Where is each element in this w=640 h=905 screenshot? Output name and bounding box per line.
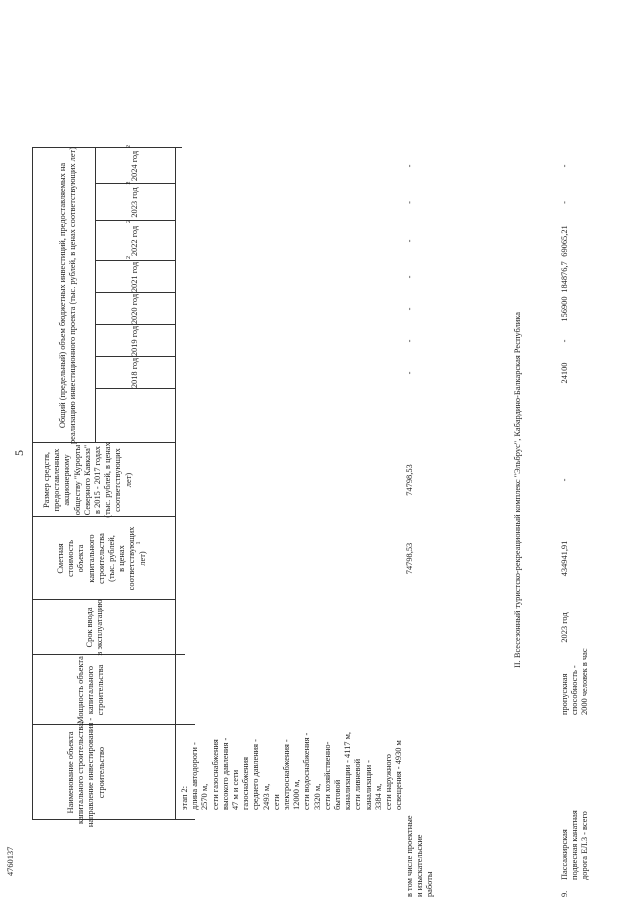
header-estimated-cost: стоимость	[66, 540, 76, 577]
table-right-border	[32, 147, 182, 148]
design-works-year-1: -	[405, 371, 414, 375]
header-funds-provided: акционерному	[62, 454, 72, 506]
item9-year-5: 69065,21	[560, 225, 569, 257]
stage2-line: канализации - 4117 м,	[343, 732, 353, 810]
header-year-superscript: 2	[126, 256, 132, 259]
header-estimated-cost: лет)	[137, 551, 147, 566]
item9-year-1: 24100	[560, 362, 569, 384]
header-budget-total: реализацию инвестиционного проекта (тыс. рублей, в ценах соответствующих лет)	[68, 146, 78, 445]
header-capacity: строительства	[96, 664, 106, 716]
header-funds-provided: соответствующих	[113, 448, 123, 512]
header-estimated-cost: строительства	[96, 533, 106, 584]
header-funds-provided: Размер средств,	[42, 451, 51, 509]
header-bottom-border	[175, 148, 176, 820]
stage2-line: бытовой	[333, 779, 342, 810]
header-year-6: 2023 год	[130, 187, 139, 218]
header-capacity: капитального	[86, 665, 96, 715]
header-funds-provided: обществу "Курорты	[72, 444, 82, 516]
item9-funds-provided: -	[560, 478, 569, 482]
section-title: II. Всесезонный туристско-рекреационный комплекс "Эльбрус", Кабардино-Балкарская Республика	[513, 312, 522, 668]
header-object-name: капитального строительства,	[76, 721, 86, 824]
header-capacity: Мощность объекта	[76, 656, 85, 724]
stage2-line: сети хозяйственно-	[322, 741, 332, 810]
item9-year-2: -	[560, 339, 569, 343]
item9-year-3: 156900	[560, 296, 569, 322]
page-number: 5	[12, 450, 26, 456]
body-column-border	[175, 724, 195, 725]
header-funds-provided: предоставленных	[52, 448, 62, 512]
header-funds-provided: Северного Кавказа"	[82, 444, 92, 516]
header-year-7: 2024 год	[130, 150, 139, 182]
header-estimated-cost: объекта	[76, 544, 86, 573]
stage2-line: сети	[271, 794, 281, 810]
design-works-year-3: -	[405, 307, 414, 311]
stage2-line: сети ливневой	[353, 758, 363, 810]
item9-name: дорога ЕЛ.3 - всего	[580, 811, 590, 880]
header-estimated-cost-superscript: 1	[136, 541, 142, 545]
header-year-5: 2022 год	[130, 225, 139, 257]
design-works-funds-provided: 74798,53	[405, 464, 414, 496]
item9-year-6: -	[560, 201, 569, 204]
body-column-border	[175, 654, 185, 655]
header-commissioning: в эксплуатацию	[95, 599, 105, 656]
item9-estimated-cost: 434941,91	[560, 540, 569, 577]
design-works-estimated-cost: 74798,53	[405, 542, 414, 575]
design-works-year-5: -	[405, 239, 414, 243]
table-top-border	[32, 148, 33, 820]
stage2-line: 47 м и сети	[231, 769, 240, 810]
header-year-superscript: 2	[126, 145, 132, 148]
stage2-line: 3320 м,	[312, 783, 322, 810]
years-top-border	[95, 148, 96, 443]
stage2-line: сети водоснабжения -	[302, 732, 312, 810]
header-year-3: 2020 год	[130, 293, 139, 325]
header-funds-provided: лет)	[123, 472, 133, 488]
stage2-line: сети наружного	[384, 754, 393, 810]
header-object-name: направление инвестирования -	[86, 717, 96, 828]
header-budget-total: Общий (предельный) объем бюджетных инвестиций, предоставляемых на	[58, 162, 67, 429]
stage2-line: среднего давления -	[251, 739, 261, 810]
item9-year-4: 184876,7	[560, 261, 569, 293]
stage2-line: высокого давления -	[220, 737, 230, 810]
item9-commissioning: 2023 год	[560, 612, 569, 643]
header-funds-provided: в 2015 - 2017 годах	[93, 446, 102, 514]
stage2-line: газоснабжения	[241, 757, 251, 810]
stage2-line: 2570 м,	[200, 783, 210, 810]
header-year-superscript: 2	[126, 181, 132, 185]
design-works-year-6: -	[405, 201, 414, 204]
item9-capacity: 2000 человек в час	[580, 648, 590, 715]
stage2-line: сети газоснабжения	[210, 739, 220, 810]
header-object-name: строительство	[96, 746, 106, 799]
header-estimated-cost: (тыс. рублей,	[107, 535, 116, 582]
header-commissioning: Срок ввода	[85, 607, 94, 648]
header-year-4: 2021 год	[130, 261, 139, 293]
header-estimated-cost: в ценах	[117, 545, 127, 572]
stage2-line: 3384 м,	[373, 783, 383, 810]
item9-capacity: способность -	[570, 665, 580, 715]
design-works-name: и изыскательские	[415, 834, 425, 897]
header-year-1: 2018 год	[130, 357, 139, 389]
item9-name: Пассажирская	[560, 829, 569, 880]
item9-name: подвесная канатная	[570, 810, 580, 880]
header-object-name: Наименование объекта	[66, 731, 75, 814]
stage2-line: этап 2:	[180, 785, 189, 810]
header-year-superscript: 2	[126, 220, 132, 223]
header-estimated-cost: Сметная	[56, 543, 65, 574]
stage2-line: длина автодороги -	[190, 742, 200, 810]
design-works-year-2: -	[405, 339, 414, 343]
design-works-name: в том числе проектные	[405, 815, 414, 897]
item9-capacity: пропускная	[560, 673, 569, 715]
item9-year-7: -	[560, 164, 569, 168]
header-estimated-cost: соответствующих	[127, 526, 137, 591]
stage2-line: 2493 м,	[261, 783, 271, 810]
stage2-line: освещения - 4930 м	[394, 740, 404, 810]
header-funds-provided: (тыс. рублей, в ценах	[103, 442, 113, 518]
stage2-line: электроснабжения -	[282, 739, 291, 810]
design-works-year-4: -	[405, 275, 414, 279]
stage2-line: канализации -	[363, 760, 373, 810]
header-year-2: 2019 год	[130, 325, 139, 357]
body-left-border	[175, 819, 195, 820]
header-estimated-cost: капитального	[86, 534, 96, 583]
stage2-line: 12000 м,	[292, 779, 302, 810]
document-code: 4760137	[6, 846, 15, 876]
design-works-year-7: -	[405, 164, 414, 168]
design-works-name: работы	[425, 871, 435, 897]
item9-number: 9.	[560, 890, 569, 897]
